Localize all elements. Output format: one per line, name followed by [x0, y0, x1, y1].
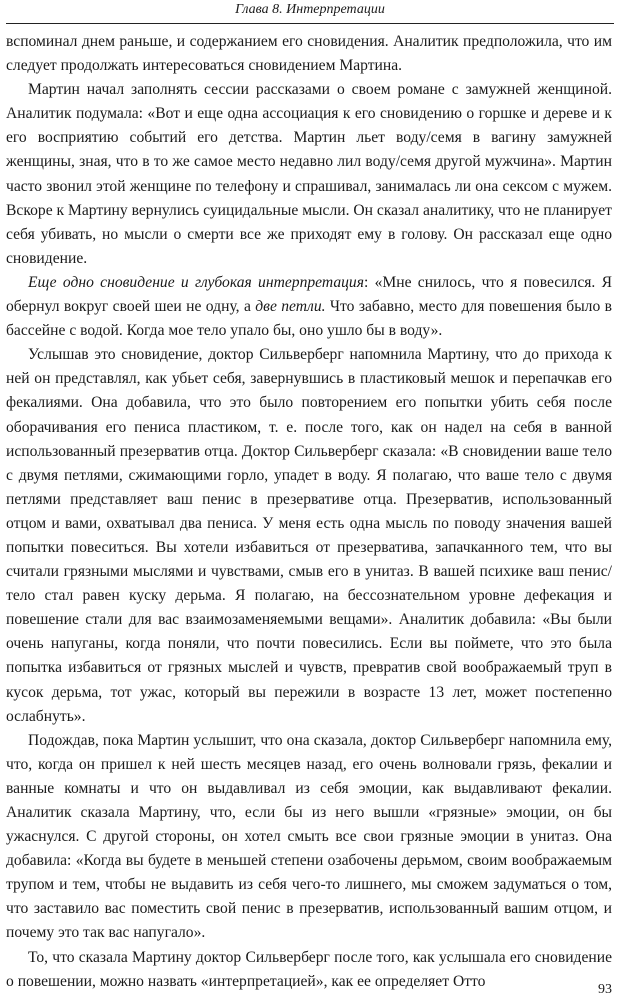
paragraph-3: [6, 271, 612, 343]
paragraph-3-text-a: : «Мне снилось, что я повесился. Я обернул вокруг своей шеи не одну, а: [6, 273, 613, 316]
running-header: Глава 8. Интерпретации: [235, 2, 385, 17]
paragraph-2: Мартин начал заполнять сессии рассказами о своем романе с замужней женщиной. Аналитик подумала: «Вот и еще одна ассоциация к его сновидению о горшке и дереве и к его восприятию событий его детства. Мартин льет воду/семя в вагину замужней женщины, зная, что в то же самое место недавно лил воду/семя другой мужчина». Мартин часто звонил этой женщине по телефону и спрашивал, занималась ли она сексом с мужем. Вскоре к Мартину вернулись суицидальные мысли. Он сказал аналитику, что не планирует себя убивать, но мысли о смерти все же приходят ему в голову. Он рассказал еще одно сновидение.: [6, 81, 612, 267]
page-body: [6, 30, 612, 994]
paragraph-3-text-b: Что забавно, место для повешения было в бассейне с водой. Когда мое тело упало бы, оно ушло бы в воду».: [6, 298, 613, 340]
paragraph-4: Услышав это сновидение, доктор Сильверберг напомнила Мартину, что до прихода к ней он представлял, как убьет себя, завернувшись в пластиковый мешок и перепачкав его фекалиями. Она добавила, что это было повторением его попытки убить себя после оборачивания его пениса пластиком, т. е. после того, как он надел на себя в ванной использованный презерватив отца. Доктор Сильверберг сказала: «В сновидении ваше тело с двумя петлями, сжимающими горло, упадет в воду. Я полагаю, что ваше тело с двумя петлями представляет ваш пенис в презервативе отца. Презерватив, использованный отцом и вами, охватывал два пениса. У меня есть одна мысль по поводу значения вашей попытки повеситься. Вы хотели избавиться от презерватива, запачканного тем, что вы считали грязными мыслями и чувствами, смыв его в унитаз. В вашей психике ваш пенис/тело стал равен куску дерьма. Я полагаю, на бессознательном уровне дефекация и повешение стали для вас взаимозаменяемыми вещами». Аналитик добавила: «Вы были очень напуганы, когда поняли, что почти повесились. Если вы поймете, что это была попытка избавиться от грязных мыслей и чувств, превратив свой воображаемый труп в кусок дерьма, тот ужас, который вы пережили в возрасте 13 лет, может постепенно ослабнуть».: [6, 346, 612, 725]
section-lead: Еще одно сновидение и глубокая интерпретация: [28, 273, 364, 291]
page-number: 93: [598, 982, 612, 997]
paragraph-1: вспоминал днем раньше, и содержанием его сновидения. Аналитик предположила, что им следует продолжать интересоваться сновидением Мартина.: [6, 33, 612, 75]
header-rule: [6, 23, 614, 24]
paragraph-6: То, что сказала Мартину доктор Сильверберг после того, как услышала его сновидение о повешении, можно назвать «интерпретацией», как ее определяет Отто: [6, 948, 612, 990]
paragraph-5: Подождав, пока Мартин услышит, что она сказала, доктор Сильверберг напомнила ему, что, когда он пришел к ней шесть месяцев назад, его очень волновали грязь, фекалии и ванные комнаты и что он выдавливал из себя эмоции, как выдавливают фекалии. Аналитик сказала Мартину, что, если бы из него вышли «грязные» эмоции, он бы ужаснулся. С другой стороны, он хотел смыть все свои грязные эмоции в унитаз. Она добавила: «Когда вы будете в меньшей степени озабочены дерьмом, своим воображаемым трупом и тем, чтобы не выдавить из себя чего-то лишнего, мы сможем задуматься о том, что заставило вас поместить свой пенис в презерватив, использованный вашим отцом, и почему это так вас напугало».: [6, 731, 612, 942]
paragraph-3-emphasis: две петли.: [255, 298, 326, 316]
